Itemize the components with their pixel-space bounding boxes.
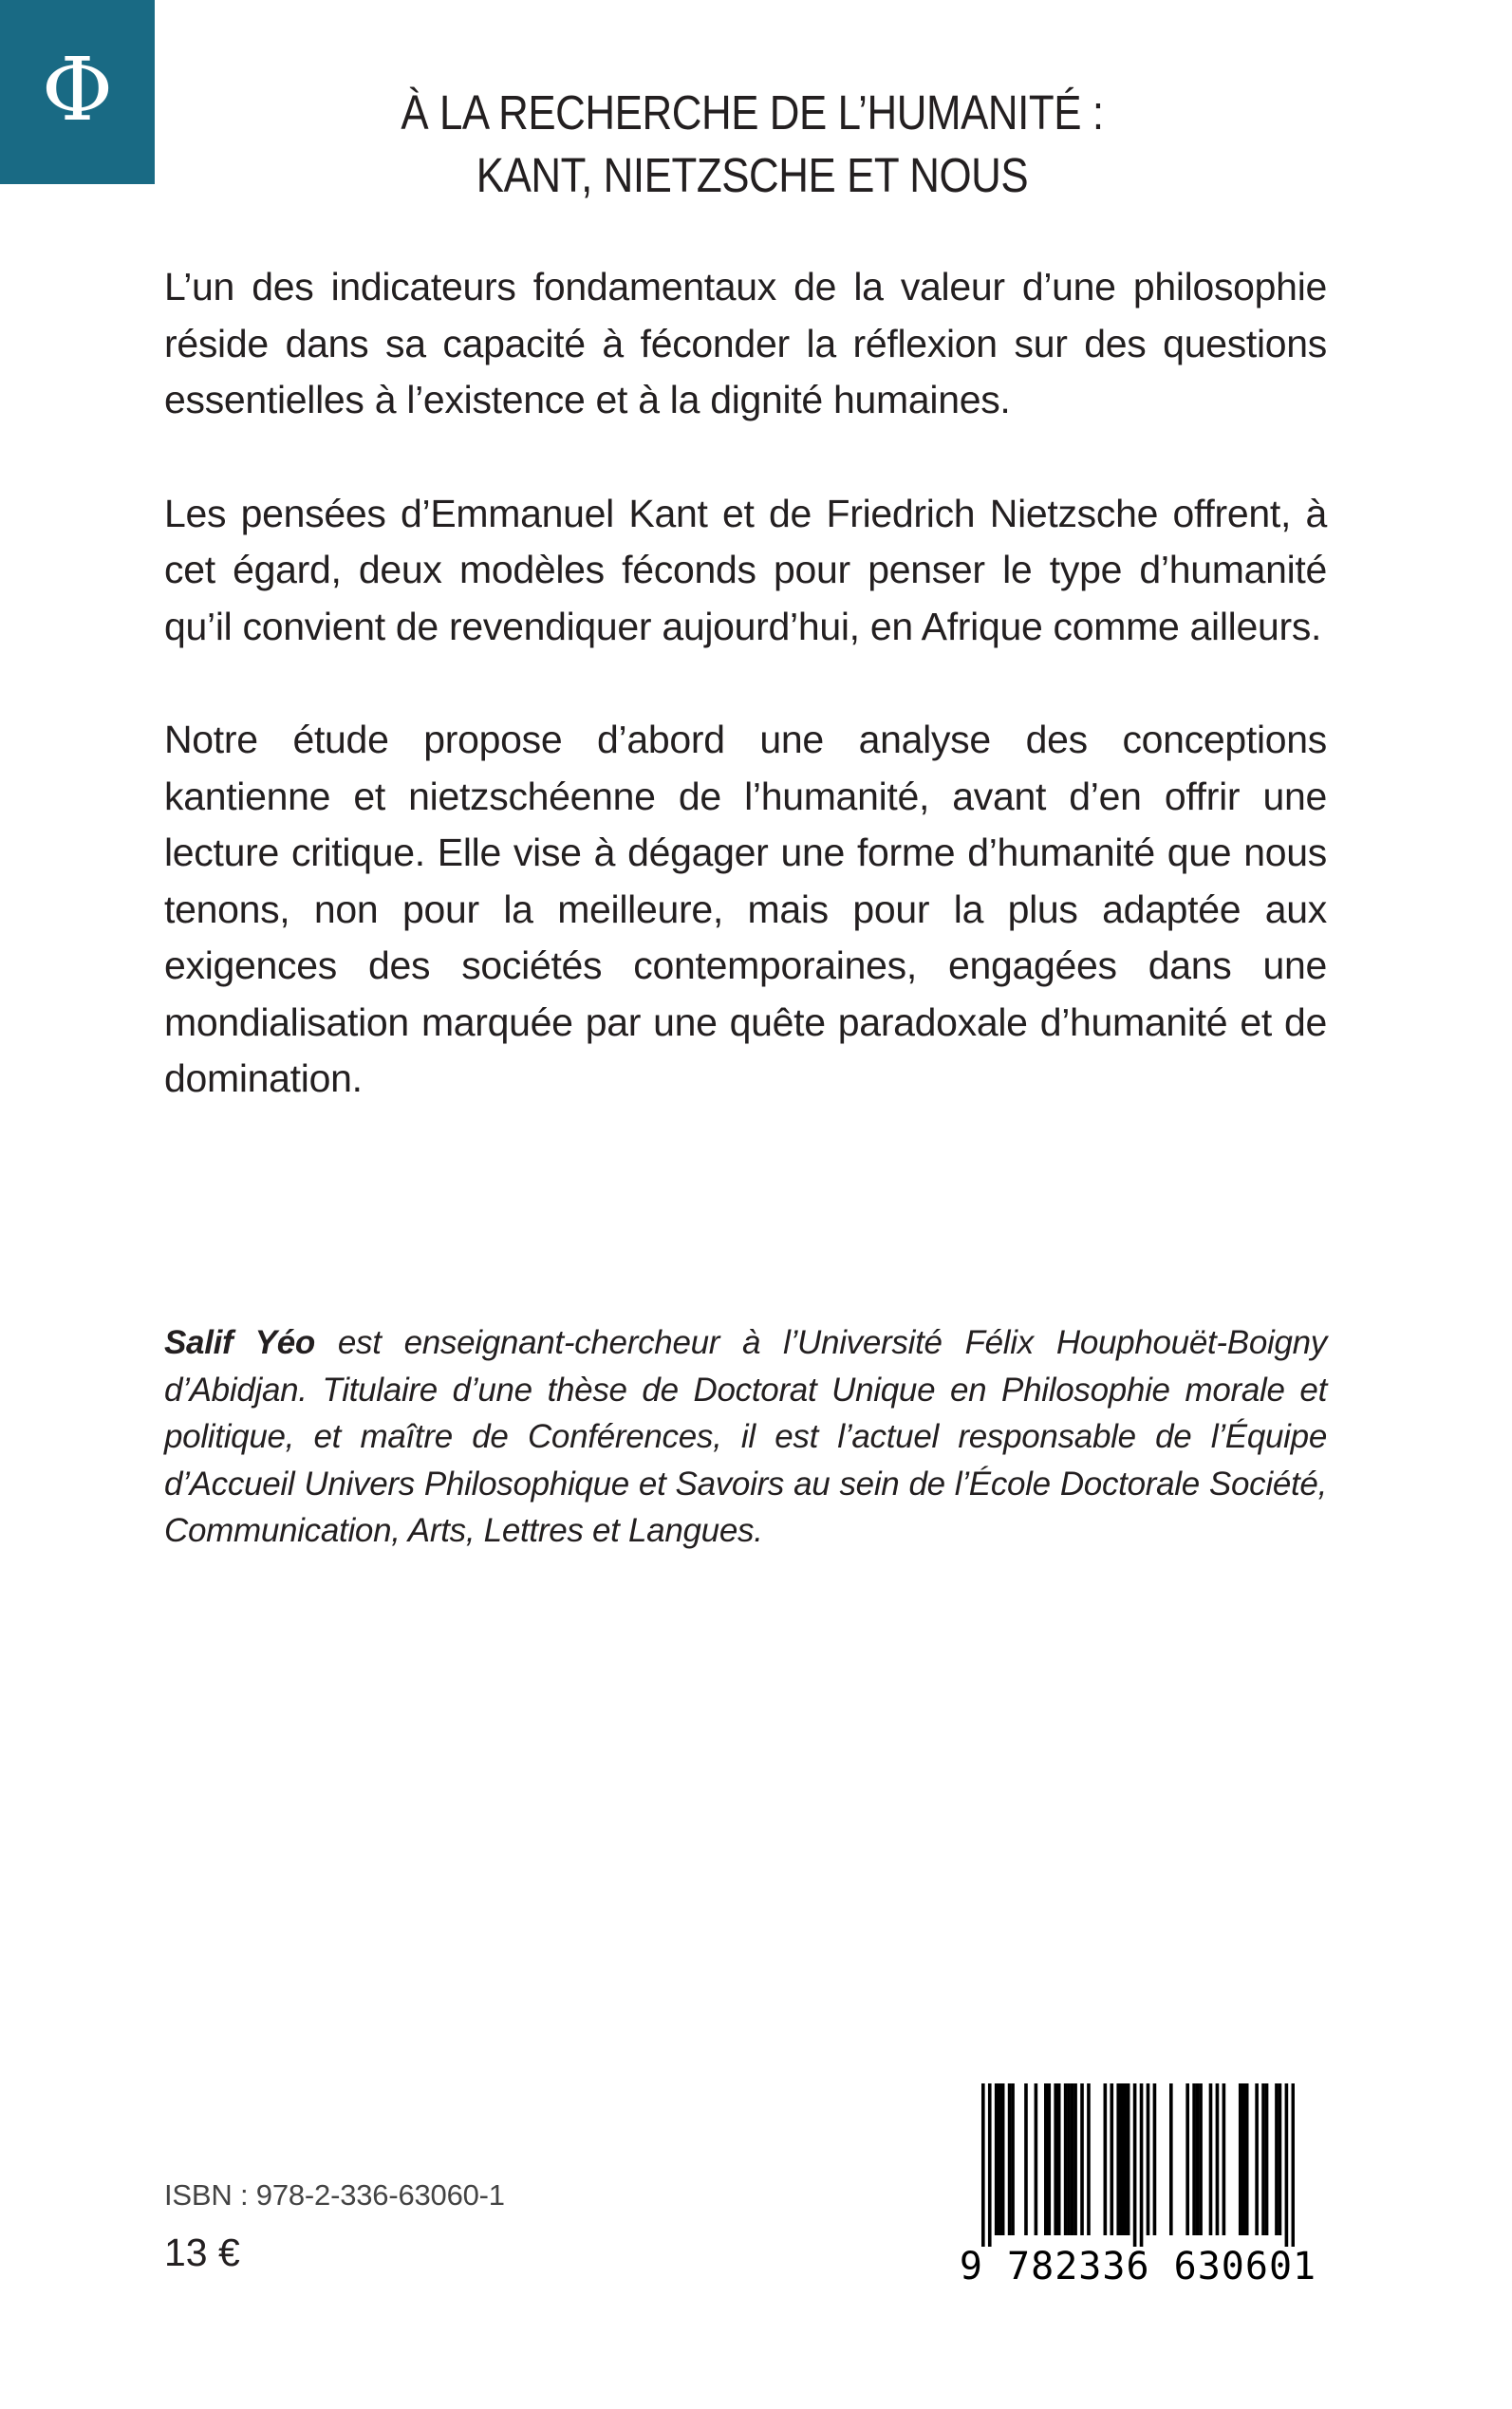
barcode-bar <box>1199 2083 1203 2235</box>
barcode-bar <box>988 2083 992 2247</box>
title-line-1: À LA RECHERCHE DE L’HUMANITÉ : <box>401 85 1104 140</box>
barcode-bar <box>1292 2083 1295 2247</box>
barcode-bar <box>1196 2083 1200 2235</box>
barcode-bar <box>1054 2083 1057 2235</box>
barcode-bar <box>1104 2083 1108 2235</box>
barcode-bar <box>1057 2083 1061 2235</box>
blurb-paragraph: Les pensées d’Emmanuel Kant et de Friedrich Nietzsche offrent, à cet égard, deux modèles féconds pour penser le type d’humanité qu’il convient de revendiquer aujourd’hui, en Afrique comme ailleurs. <box>164 491 1327 648</box>
blurb-paragraph: L’un des indicateurs fondamentaux de la valeur d’une philosophie réside dans sa capacité à féconder la réflexion sur des questions essentielles à l’existence et à la dignité humaines. <box>164 265 1327 421</box>
barcode-bar <box>1261 2083 1265 2235</box>
barcode-bar <box>1064 2083 1068 2235</box>
barcode-bar <box>1245 2083 1249 2235</box>
barcode-bar <box>1008 2083 1012 2235</box>
barcode-digits: 9 782336 630601 <box>959 2245 1317 2288</box>
barcode-bar <box>1185 2083 1189 2235</box>
barcode-bar <box>1275 2083 1279 2235</box>
barcode-bar <box>1123 2083 1127 2235</box>
title-line-2: KANT, NIETZSCHE ET NOUS <box>476 148 1029 202</box>
barcode-bar <box>1255 2083 1259 2235</box>
barcode-bar <box>1044 2083 1048 2235</box>
barcode-bar <box>1116 2083 1120 2235</box>
barcode-bar <box>981 2083 985 2247</box>
author-name: Salif Yéo <box>164 1324 315 1361</box>
barcode-bar <box>1035 2083 1038 2235</box>
barcode-bar <box>1073 2083 1077 2235</box>
barcode-bar <box>1209 2083 1213 2235</box>
book-title <box>269 82 1236 207</box>
barcode-bar <box>1241 2083 1245 2235</box>
publisher-logo <box>0 0 155 184</box>
barcode-bar <box>1285 2083 1289 2247</box>
back-cover-blurb <box>164 259 1327 1108</box>
price-label: 13 € <box>164 2231 240 2274</box>
author-bio <box>164 1319 1327 1555</box>
author-bio-text: est enseignant-chercheur à l’Université Félix Houphouët-Boigny d’Abidjan. Titulaire d’une thèse de Doctorat Unique en Philosophie morale et politique, et maître de Conférences, il est l’actuel responsable de l’Équipe d’Accueil Univers Philosophique et Savoirs au sein de l’École Doctorale Société, Communication, Arts, Lettres et Langues. <box>164 1324 1327 1549</box>
barcode-bar <box>1169 2083 1173 2235</box>
barcode-bar <box>1239 2083 1242 2235</box>
barcode-bar <box>1120 2083 1124 2235</box>
barcode-bar <box>998 2083 1001 2235</box>
barcode-bar <box>1011 2083 1015 2235</box>
barcode-bar <box>1087 2083 1091 2235</box>
barcode-bar <box>1279 2083 1282 2235</box>
barcode-bar <box>995 2083 999 2235</box>
barcode <box>940 2074 1336 2311</box>
barcode-bar <box>1223 2083 1226 2235</box>
phi-logo-glyph: Φ <box>41 39 114 140</box>
barcode-bar <box>1024 2083 1028 2235</box>
barcode-bar <box>1216 2083 1220 2235</box>
barcode-bar <box>1140 2083 1144 2247</box>
barcode-bar <box>1071 2083 1074 2235</box>
isbn-label: ISBN : 978-2-336-63060-1 <box>164 2178 505 2212</box>
barcode-bar <box>1001 2083 1005 2235</box>
barcode-bar <box>1133 2083 1137 2247</box>
barcode-bars <box>981 2083 1295 2247</box>
barcode-bar <box>1080 2083 1084 2235</box>
barcode-bar <box>1147 2083 1150 2235</box>
barcode-bar <box>1067 2083 1071 2235</box>
barcode-bar <box>1047 2083 1051 2235</box>
barcode-bar <box>1127 2083 1130 2235</box>
barcode-bar <box>1265 2083 1269 2235</box>
barcode-bar <box>1192 2083 1196 2235</box>
blurb-paragraph: Notre étude propose d’abord une analyse des conceptions kantienne et nietzschéenne de l’humanité, avant d’en offrir une lecture critique. Elle vise à dégager une forme d’humanité que nous tenons, non pour la meilleure, mais pour la plus adaptée aux exigences des sociétés contemporaines, engagées dans une mondialisation marquée par une quête paradoxale d’humanité et de domination. <box>164 718 1327 1100</box>
barcode-bar <box>1153 2083 1157 2235</box>
barcode-bar <box>1110 2083 1113 2235</box>
